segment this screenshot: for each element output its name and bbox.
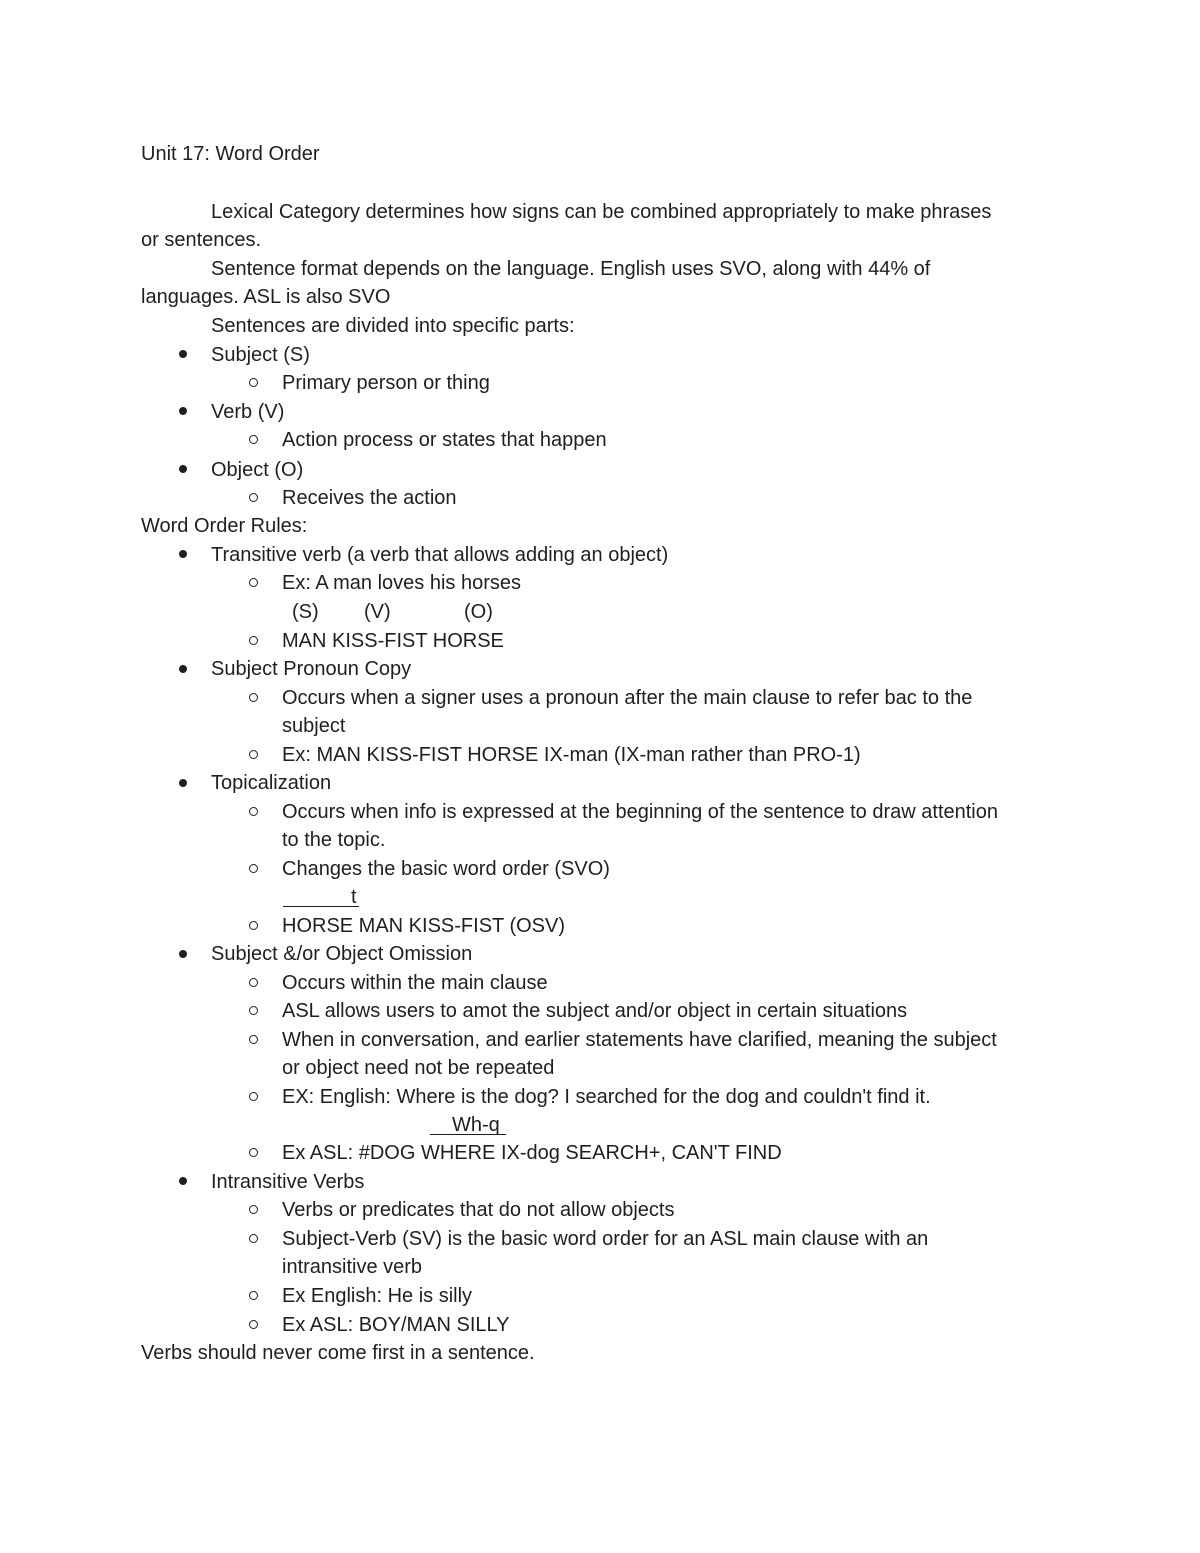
list-item: HORSE MAN KISS-FIST (OSV) <box>282 915 565 937</box>
list-item: Topicalization <box>211 772 332 794</box>
bullet-disc-icon <box>179 950 187 958</box>
list-item: Ex ASL: #DOG WHERE IX-dog SEARCH+, CAN'T FIND <box>282 1142 782 1164</box>
intro-line: languages. ASL is also SVO <box>141 286 391 308</box>
bullet-circle-icon <box>249 378 258 387</box>
list-item: Ex ASL: BOY/MAN SILLY <box>282 1314 510 1336</box>
bullet-circle-icon <box>249 1320 258 1329</box>
bullet-circle-icon <box>249 864 258 873</box>
bullet-circle-icon <box>249 693 258 702</box>
bullet-disc-icon <box>179 550 187 558</box>
list-item: Action process or states that happen <box>282 429 607 451</box>
section-heading: Word Order Rules: <box>141 515 308 537</box>
list-item: ASL allows users to amot the subject and/or object in certain situations <box>282 1000 908 1022</box>
list-item: Ex: A man loves his horses <box>282 572 522 594</box>
list-item: Changes the basic word order (SVO) <box>282 858 610 880</box>
list-item: Receives the action <box>282 487 457 509</box>
list-item: Subject Pronoun Copy <box>211 658 412 680</box>
list-item: Ex English: He is silly <box>282 1285 473 1307</box>
bullet-circle-icon <box>249 750 258 759</box>
list-item: intransitive verb <box>282 1256 423 1278</box>
list-item: or object need not be repeated <box>282 1057 555 1079</box>
list-item: Occurs when a signer uses a pronoun after the main clause to refer bac to the <box>282 687 973 709</box>
bullet-circle-icon <box>249 636 258 645</box>
bullet-circle-icon <box>249 493 258 502</box>
list-item: Intransitive Verbs <box>211 1171 365 1193</box>
list-item: When in conversation, and earlier statements have clarified, meaning the subject <box>282 1029 997 1051</box>
bullet-circle-icon <box>249 1035 258 1044</box>
whq-marker-line <box>430 1134 506 1135</box>
bullet-circle-icon <box>249 435 258 444</box>
bullet-circle-icon <box>249 978 258 987</box>
closing-text: Verbs should never come first in a sentence. <box>141 1342 535 1364</box>
bullet-circle-icon <box>249 1205 258 1214</box>
intro-line: or sentences. <box>141 229 262 251</box>
bullet-disc-icon <box>179 1177 187 1185</box>
bullet-circle-icon <box>249 1006 258 1015</box>
list-item: Transitive verb (a verb that allows adding an object) <box>211 544 669 566</box>
list-item: Ex: MAN KISS-FIST HORSE IX-man (IX-man rather than PRO-1) <box>282 744 861 766</box>
svo-marker: (V) <box>364 601 391 623</box>
topic-marker: t <box>351 886 357 908</box>
page-title: Unit 17: Word Order <box>141 143 320 165</box>
bullet-circle-icon <box>249 1291 258 1300</box>
bullet-circle-icon <box>249 1234 258 1243</box>
whq-marker: Wh-q <box>452 1114 500 1136</box>
list-item: Subject-Verb (SV) is the basic word order for an ASL main clause with an <box>282 1228 929 1250</box>
list-item: Verb (V) <box>211 401 285 423</box>
bullet-circle-icon <box>249 578 258 587</box>
svo-marker: (O) <box>464 601 493 623</box>
list-item: subject <box>282 715 346 737</box>
bullet-circle-icon <box>249 1092 258 1101</box>
list-item: Subject (S) <box>211 344 310 366</box>
list-item: Verbs or predicates that do not allow objects <box>282 1199 675 1221</box>
bullet-disc-icon <box>179 465 187 473</box>
svo-marker: (S) <box>292 601 319 623</box>
list-item: Object (O) <box>211 459 304 481</box>
intro-line: Sentence format depends on the language. English uses SVO, along with 44% of <box>211 258 931 280</box>
bullet-disc-icon <box>179 665 187 673</box>
bullet-disc-icon <box>179 350 187 358</box>
list-item: MAN KISS-FIST HORSE <box>282 630 504 652</box>
list-item: Occurs when info is expressed at the beginning of the sentence to draw attention <box>282 801 998 823</box>
intro-line: Sentences are divided into specific parts: <box>211 315 575 337</box>
list-item: Subject &/or Object Omission <box>211 943 473 965</box>
bullet-circle-icon <box>249 921 258 930</box>
list-item: EX: English: Where is the dog? I searched for the dog and couldn't find it. <box>282 1086 931 1108</box>
bullet-disc-icon <box>179 407 187 415</box>
list-item: Occurs within the main clause <box>282 972 548 994</box>
bullet-circle-icon <box>249 807 258 816</box>
list-item: Primary person or thing <box>282 372 490 394</box>
intro-line: Lexical Category determines how signs can be combined appropriately to make phrases <box>211 201 992 223</box>
topic-marker-line <box>283 906 359 907</box>
bullet-disc-icon <box>179 779 187 787</box>
list-item: to the topic. <box>282 829 386 851</box>
bullet-circle-icon <box>249 1148 258 1157</box>
